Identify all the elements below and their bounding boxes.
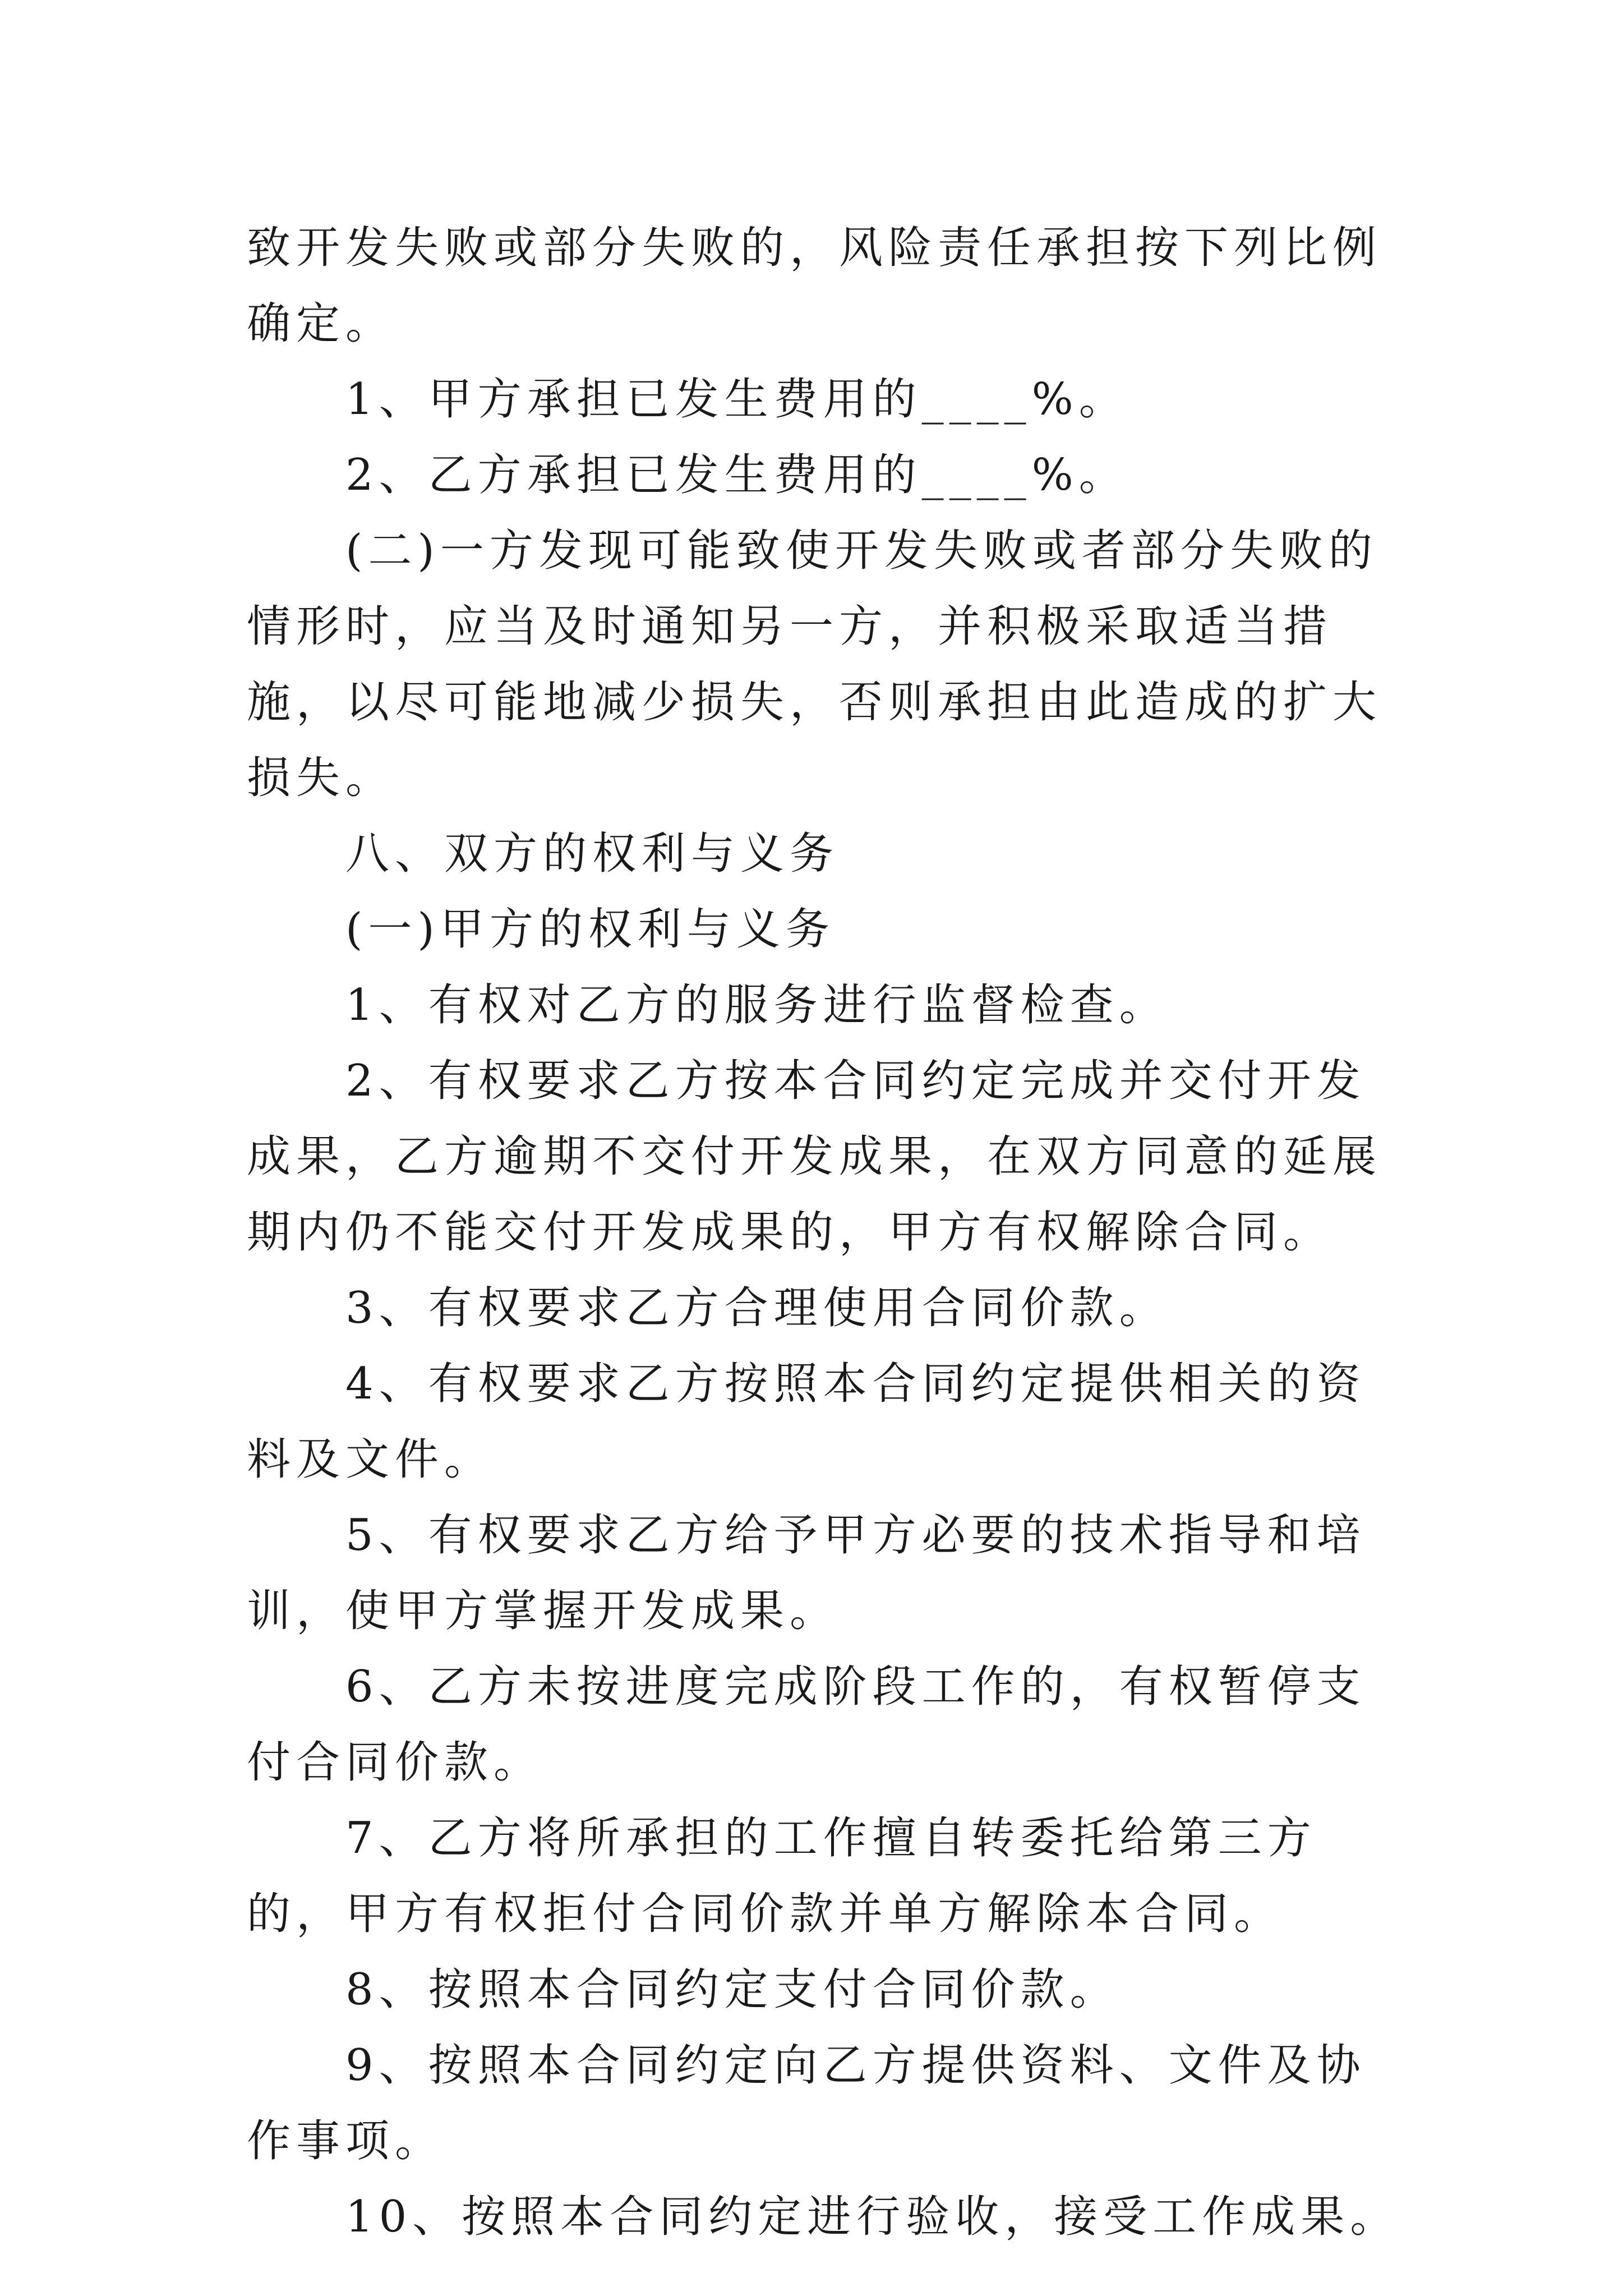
list-item: 7、乙方将所承担的工作擅自转委托给第三方的，甲方有权拒付合同价款并单方解除本合同。 xyxy=(247,1813,1317,1939)
list-item: 6、乙方未按进度完成阶段工作的，有权暂停支付合同价款。 xyxy=(247,1662,1366,1788)
list-item: 8、按照本合同约定支付合同价款。 xyxy=(345,1964,1119,2015)
list-item: 4、有权要求乙方按照本合同约定提供相关的资料及文件。 xyxy=(247,1359,1366,1485)
paragraph: 1、甲方承担已发生费用的____%。 xyxy=(345,374,1128,425)
list-item: 3、有权要求乙方合理使用合同价款。 xyxy=(345,1283,1169,1333)
list-item: 2、有权要求乙方按本合同约定完成并交付开发成果，乙方逾期不交付开发成果，在双方同意的延展期内仍不能交付开发成果的，甲方有权解除合同。 xyxy=(247,1056,1382,1258)
list-item: 5、有权要求乙方给予甲方必要的技术指导和培训，使甲方掌握开发成果。 xyxy=(247,1510,1366,1636)
document-body xyxy=(247,210,1402,2255)
list-item: 1、有权对乙方的服务进行监督检查。 xyxy=(345,980,1169,1030)
paragraph: 致开发失败或部分失败的，风险责任承担按下列比例确定。 xyxy=(247,223,1382,349)
paragraph: 2、乙方承担已发生费用的____%。 xyxy=(345,450,1128,500)
list-item: 9、按照本合同约定向乙方提供资料、文件及协作事项。 xyxy=(247,2040,1366,2166)
list-item: 10、按照本合同约定进行验收，接受工作成果。 xyxy=(345,2192,1400,2242)
section-heading: 八、双方的权利与义务 xyxy=(345,829,840,879)
paragraph: (二)一方发现可能致使开发失败或者部分失败的情形时，应当及时通知另一方，并积极采取适当措施，以尽可能地减少损失，否则承担由此造成的扩大损失。 xyxy=(247,526,1382,803)
subsection-heading: (一)甲方的权利与义务 xyxy=(345,904,835,955)
